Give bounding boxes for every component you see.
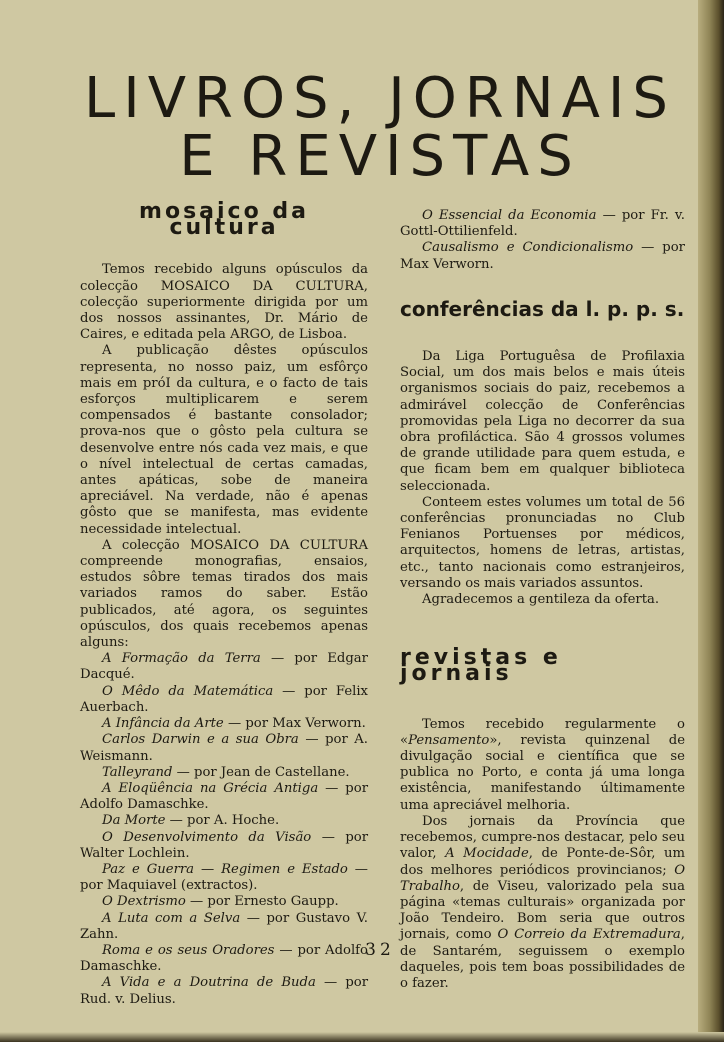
page-bottom-edge [0,1032,724,1042]
mosaico-paragraph: A colecção MOSAICO DA CULTURA compreende monografias, ensaios, estudos sôbre temas tirados dos mais variados ramos do saber. Estão publicados, até agora, os seguintes opúsculos, dos quais recebemos apenas alguns: [80,537,368,651]
work-title: A Eloqüência na Grécia Antiga [102,780,319,796]
work-title: A Vida e a Doutrina de Buda [102,975,316,991]
periodical-title: O Trabalho [400,862,685,894]
work-title: Paz e Guerra — Regimen e Estado [102,861,348,877]
periodical-title: O Correio da Extremadura [497,927,681,943]
work-author: — por Max Verworn. [223,716,366,732]
work-entry [80,813,368,829]
work-entry [80,862,368,894]
work-entry [400,240,685,272]
work-title: Talleyrand [102,764,173,780]
work-entry [80,830,368,862]
conferencias-paragraph: Conteem estes volumes um total de 56 conferências pronunciadas no Club Fenianos Portuenses por médicos, arquitectos, homens de letras, artistas, etc., tanto nacionais como estranjeiros, versando os mais variados assuntos. [400,494,685,591]
work-entry [80,732,368,764]
work-author: — por Rud. v. Delius. [80,975,368,1007]
work-author: — por Fr. v. Gottl-Ottilienfeld. [400,208,685,240]
works-list-continued [400,208,685,273]
work-title: Roma e os seus Oradores [102,942,275,958]
work-title: O Desenvolvimento da Visão [102,829,312,845]
work-title: A Formação da Terra [102,651,261,667]
page-header [60,66,700,189]
work-author: — por A. Weismann. [80,732,369,764]
work-title: Da Morte [102,813,166,829]
work-author: — por Edgar Dacqué. [80,651,368,683]
work-title: Causalismo e Condicionalismo [422,240,634,256]
periodical-title: Pensamento [408,732,490,748]
work-title: O Dextrismo [102,894,186,910]
work-title: O Essencial da Economia [422,208,597,223]
book-spine-shadow [698,0,724,1042]
revistas-paragraph: Temos recebido regularmente o «Pensamento», revista quinzenal de divulgação social e científica que se publica no Porto, e conta já uma longa existência, manifestando últimamente uma apreciável melhoria. [400,716,685,813]
work-author: — por Maquiavel (extractos). [80,861,368,894]
work-author: — por Adolfo Damaschke. [80,942,368,975]
section-title-conferencias: conferências da l. p. p. s. [400,296,685,321]
work-author: — por A. Hoche. [165,813,280,829]
work-author: — por Gustavo V. Zahn. [80,910,368,942]
work-title: A Infância da Arte [102,716,224,732]
work-author: — por Felix Auerbach. [80,683,368,715]
header-line-2: E REVISTAS [179,124,581,189]
work-entry [80,651,368,683]
periodical-title: A Mocidade [445,846,529,862]
work-title: O Mêdo da Matemática [102,683,274,699]
header-line-1: LIVROS, JORNAIS [84,66,676,131]
work-entry [80,975,368,1007]
work-author: — por Max Verworn. [400,240,685,272]
left-column [80,200,368,1008]
work-entry [80,765,368,781]
work-entry [80,894,368,910]
work-author: — por Adolfo Damaschke. [80,780,368,813]
mosaico-paragraph: A publicação dêstes opúsculos representa, no nosso paiz, um esfôrço mais em próI da cultura, e o facto de tais esforços multiplicarem e serem compensados é bastante consolador; prova-nos que o gôsto pela cultura se desenvolve entre nós cada vez mais, e que o nível intelectual de certas camadas, antes apáticas, sobe de maneira apreciável. Na verdade, não é apenas gôsto que se manifesta, mas evidente necessidade intelectual. [80,343,368,537]
work-entry [80,943,368,975]
work-entry [80,911,368,943]
conferencias-paragraph: Da Liga Portuguêsa de Profilaxia Social, um dos mais belos e mais úteis organismos sociais do paiz, recebemos a admirável colecção de Conferências promovidas pela Liga no decorrer da sua obra profiláctica. São 4 grossos volumes de grande utilidade para quem estuda, e que ficam bem em qualquer biblioteca seleccionada. [400,349,685,494]
section-title-revistas: revistas e jornais [400,645,562,687]
work-entry [400,208,685,240]
mosaico-paragraph: Temos recebido alguns opúsculos da colecção MOSAICO DA CULTURA, colecção superiormente dirigida por um dos nossos assinantes, Dr. Mário de Caires, e editada pela ARGO, de Lisboa. [80,262,368,343]
work-title: Carlos Darwin e a sua Obra [102,732,299,748]
work-author: — por Ernesto Gaupp. [185,894,339,910]
work-entry [80,716,368,732]
work-entry [80,781,368,813]
revistas-paragraph: Dos jornais da Província que recebemos, cumpre-nos destacar, pelo seu valor, A Mocidade, de Ponte-de-Sôr, um dos melhores periódicos provincianos; O Trabalho, de Viseu, valorizado pela sua página «temas culturais» organizada por João Tendeiro. Bom seria que outros jornais, como O Correio da Extremadura, de Santarém, seguissem o exemplo daqueles, pois tem boas possibilidades de o fazer. [400,813,685,991]
work-author: — por Jean de Castellane. [172,764,350,780]
page-number: 32 [365,940,395,960]
section-title-mosaico: mosaico da cultura [139,199,309,241]
work-author: — por Walter Lochlein. [80,829,369,861]
right-column [400,208,685,992]
work-entry [80,684,368,716]
work-title: A Luta com a Selva [102,910,241,926]
conferencias-paragraph: Agradecemos a gentileza da oferta. [422,592,660,608]
works-list [80,651,368,1007]
